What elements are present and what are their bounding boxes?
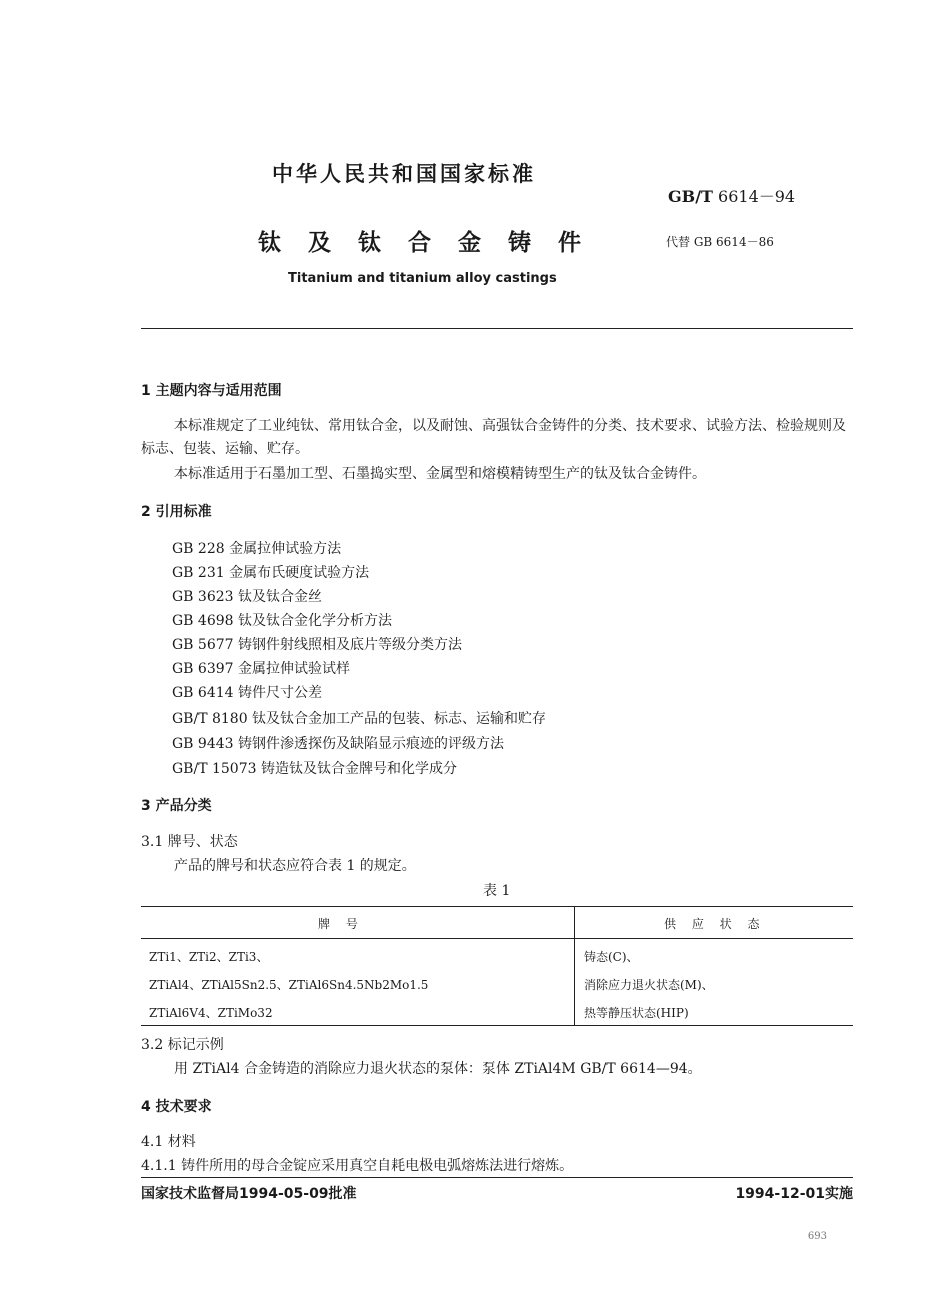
section-3-heading: 3 产品分类 <box>141 798 212 814</box>
reference-item: GB 6414 铸件尺寸公差 <box>172 685 323 701</box>
section-3-2-text: 用 ZTiAl4 合金铸造的消除应力退火状态的泵体：泵体 ZTiAl4M GB/T 6614—94。 <box>174 1061 702 1077</box>
table-header-grade: 牌 号 <box>318 917 364 931</box>
section-3-2-heading: 3.2 标记示例 <box>141 1037 224 1053</box>
section-4-1-1-text: 4.1.1 铸件所用的母合金锭应采用真空自耗电极电弧熔炼法进行熔炼。 <box>141 1158 574 1174</box>
table-bottom-rule <box>141 1025 853 1026</box>
approval-date: 国家技术监督局1994-05-09批准 <box>141 1186 357 1202</box>
table-top-rule <box>141 906 853 907</box>
section-3-1-text: 产品的牌号和状态应符合表 1 的规定。 <box>174 858 416 874</box>
standard-code-number: 6614－94 <box>718 187 796 206</box>
section-4-heading: 4 技术要求 <box>141 1099 212 1115</box>
section-2-heading: 2 引用标准 <box>141 504 212 520</box>
national-standard-title: 中华人民共和国国家标准 <box>272 162 536 186</box>
reference-item: GB 9443 铸钢件渗透探伤及缺陷显示痕迹的评级方法 <box>172 736 504 752</box>
header-divider <box>141 328 853 329</box>
table-cell-state: 铸态(C)、 <box>584 950 639 964</box>
reference-item: GB 228 金属拉伸试验方法 <box>172 541 342 557</box>
table-header-state: 供 应 状 态 <box>664 917 766 931</box>
document-title: 钛及钛合金铸件 <box>258 230 608 256</box>
section-1-heading: 1 主题内容与适用范围 <box>141 383 282 399</box>
section-1-para-1: 本标准规定了工业纯钛、常用钛合金，以及耐蚀、高强钛合金铸件的分类、技术要求、试验方法、检验规则及标志、包装、运输、贮存。 <box>141 418 846 457</box>
section-3-1-heading: 3.1 牌号、状态 <box>141 834 238 850</box>
table-cell-grade: ZTiAl6V4、ZTiMo32 <box>149 1006 273 1020</box>
table-header-rule <box>141 938 853 939</box>
reference-item: GB 6397 金属拉伸试验试样 <box>172 661 351 677</box>
standard-code-prefix: GB/T <box>668 187 713 206</box>
table-cell-grade: ZTiAl4、ZTiAl5Sn2.5、ZTiAl6Sn4.5Nb2Mo1.5 <box>149 978 429 992</box>
section-4-1-heading: 4.1 材料 <box>141 1134 196 1150</box>
reference-item: GB/T 8180 钛及钛合金加工产品的包装、标志、运输和贮存 <box>172 711 547 727</box>
table-1-caption: 表 1 <box>483 883 511 899</box>
table-column-divider <box>574 907 575 1025</box>
replaces-standard: 代替 GB 6614－86 <box>666 235 774 249</box>
reference-item: GB 3623 钛及钛合金丝 <box>172 589 323 605</box>
table-cell-state: 热等静压状态(HIP) <box>584 1006 689 1020</box>
footer-rule <box>141 1177 853 1178</box>
page-number: 693 <box>807 1231 827 1242</box>
table-cell-state: 消除应力退火状态(M)、 <box>584 978 714 992</box>
reference-item: GB 231 金属布氏硬度试验方法 <box>172 565 370 581</box>
table-cell-grade: ZTi1、ZTi2、ZTi3、 <box>149 950 269 964</box>
reference-item: GB 4698 钛及钛合金化学分析方法 <box>172 613 393 629</box>
implementation-date: 1994-12-01实施 <box>735 1186 853 1202</box>
reference-item: GB 5677 铸钢件射线照相及底片等级分类方法 <box>172 637 462 653</box>
section-1-para-2: 本标准适用于石墨加工型、石墨捣实型、金属型和熔模精铸型生产的钛及钛合金铸件。 <box>174 466 706 482</box>
english-title: Titanium and titanium alloy castings <box>288 271 557 286</box>
reference-item: GB/T 15073 铸造钛及钛合金牌号和化学成分 <box>172 761 457 777</box>
standard-code <box>668 184 795 207</box>
